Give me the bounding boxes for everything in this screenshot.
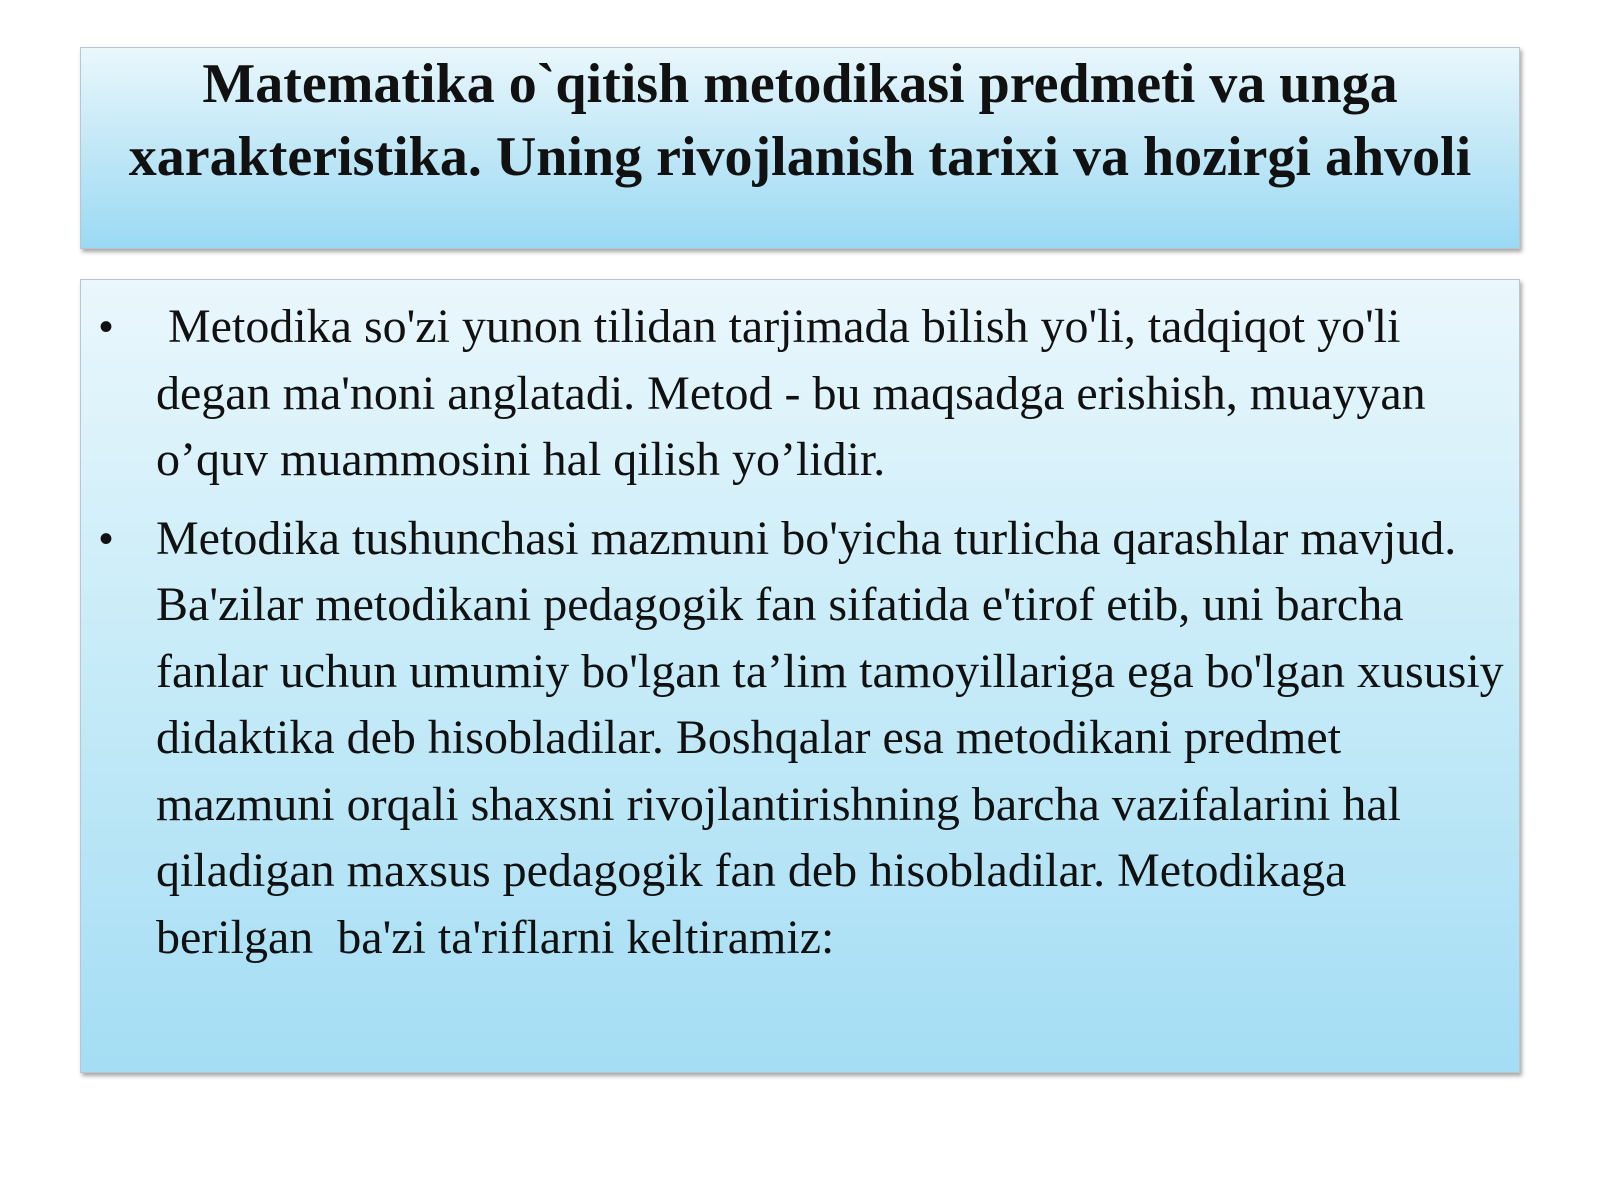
bullet-icon: • [99, 516, 114, 561]
bullet-list [81, 280, 1519, 971]
bullet-icon: • [99, 305, 114, 349]
title-box [80, 47, 1520, 249]
bullet-text: Metodika tushunchasi mazmuni bo'yicha turlicha qarashlar mavjud. Ba'zilar metodikani pedagogik fan sifatida e'tirof etib, uni barcha fanlar uchun umumiy bo'lgan ta’lim tamoyillariga ega bo'lgan xususiy didaktika deb hisobladilar. Boshqalar esa metodikani predmet mazmuni orqali shaxsni rivojlantirishning barcha vazifalarini hal qiladigan maxsus pedagogik fan deb hisobladilar. Metodikaga berilgan ba'zi ta'riflarni keltiramiz: [156, 511, 1516, 964]
slide-title: Matematika o`qitish metodikasi predmeti va unga xarakteristika. Uning rivojlanish tarixi va hozirgi ahvoli [128, 53, 1472, 188]
bullet-text: Metodika so'zi yunon tilidan tarjimada bilish yo'li, tadqiqot yo'li degan ma'noni anglatadi. Metod - bu maqsadga erishish, muayyan o’quv muammosini hal qilish yo’lidir. [156, 300, 1438, 486]
bullet-item [81, 506, 1516, 972]
content-box [80, 279, 1520, 1073]
bullet-item [81, 294, 1509, 494]
